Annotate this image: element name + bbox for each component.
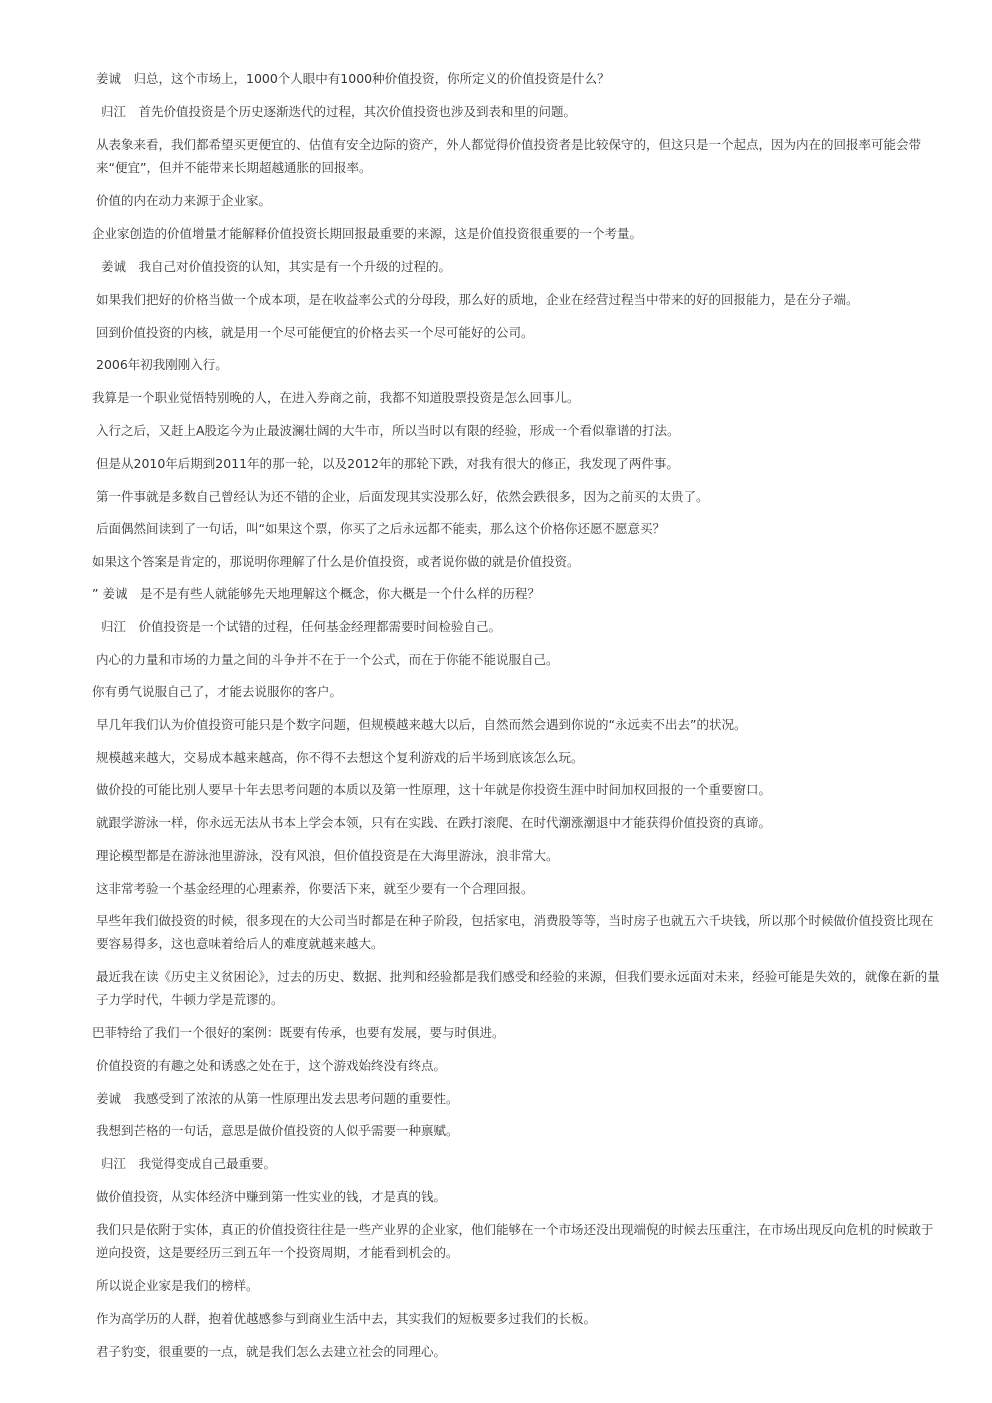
paragraph: 姜诚 我自己对价值投资的认知，其实是有一个升级的过程的。 [101, 259, 452, 274]
paragraph: 君子豹变，很重要的一点，就是我们怎么去建立社会的同理心。 [96, 1344, 447, 1359]
paragraph: 你有勇气说服自己了，才能去说服你的客户。 [92, 684, 343, 699]
paragraph: 我们只是依附于实体，真正的价值投资往往是一些产业界的企业家，他们能够在一个市场还没出现端倪的时候去压重注，在市场出现反向危机的时候敢于逆向投资，这是要经历三到五年一个投资周期，才能看到机会的。 [96, 1222, 934, 1260]
paragraph: 姜诚 我感受到了浓浓的从第一性原理出发去思考问题的重要性。 [96, 1091, 459, 1106]
paragraph: 所以说企业家是我们的榜样。 [96, 1278, 259, 1293]
paragraph: 我算是一个职业觉悟特别晚的人，在进入券商之前，我都不知道股票投资是怎么回事儿。 [92, 390, 580, 405]
paragraph: 归江 价值投资是一个试错的过程，任何基金经理都需要时间检验自己。 [101, 619, 502, 634]
paragraph: 归江 我觉得变成自己最重要。 [101, 1156, 277, 1171]
paragraph: 早些年我们做投资的时候，很多现在的大公司当时都是在种子阶段，包括家电，消费股等等，当时房子也就五六千块钱，所以那个时候做价值投资比现在要容易得多，这也意味着给后人的难度就越来越大。 [96, 913, 934, 951]
paragraph: 作为高学历的人群，抱着优越感参与到商业生活中去，其实我们的短板要多过我们的长板。 [96, 1311, 597, 1326]
paragraph: 规模越来越大，交易成本越来越高，你不得不去想这个复利游戏的后半场到底该怎么玩。 [96, 750, 584, 765]
paragraph: 就跟学游泳一样，你永远无法从书本上学会本领，只有在实践、在跌打滚爬、在时代潮涨潮退中才能获得价值投资的真谛。 [96, 815, 772, 830]
paragraph: 后面偶然间读到了一句话，叫“如果这个票，你买了之后永远都不能卖，那么这个价格你还愿不愿意买？ [96, 521, 665, 536]
paragraph: 姜诚 归总，这个市场上，1000个人眼中有1000种价值投资，你所定义的价值投资是什么？ [96, 71, 610, 86]
paragraph: 回到价值投资的内核，就是用一个尽可能便宜的价格去买一个尽可能好的公司。 [96, 325, 534, 340]
paragraph: 如果我们把好的价格当做一个成本项，是在收益率公式的分母段，那么好的质地，企业在经营过程当中带来的好的回报能力，是在分子端。 [96, 292, 859, 307]
paragraph: 价值的内在动力来源于企业家。 [96, 193, 272, 208]
paragraph: 但是从2010年后期到2011年的那一轮，以及2012年的那轮下跌，对我有很大的修正，我发现了两件事。 [96, 456, 679, 471]
paragraph: 入行之后，又赶上A股迄今为止最波澜壮阔的大牛市，所以当时以有限的经验，形成一个看似靠谱的打法。 [96, 423, 680, 438]
paragraph: 巴菲特给了我们一个很好的案例：既要有传承，也要有发展，要与时俱进。 [92, 1025, 505, 1040]
paragraph: ” 姜诚 是不是有些人就能够先天地理解这个概念，你大概是一个什么样的历程？ [92, 586, 540, 601]
paragraph: 如果这个答案是肯定的，那说明你理解了什么是价值投资，或者说你做的就是价值投资。 [92, 554, 580, 569]
paragraph: 从表象来看，我们都希望买更便宜的、估值有安全边际的资产，外人都觉得价值投资者是比较保守的，但这只是一个起点，因为内在的回报率可能会带来“便宜”，但并不能带来长期超越通胀的回报率。 [96, 137, 922, 175]
paragraph: 我想到芒格的一句话，意思是做价值投资的人似乎需要一种禀赋。 [96, 1123, 459, 1138]
paragraph: 这非常考验一个基金经理的心理素养，你要活下来，就至少要有一个合理回报。 [96, 881, 534, 896]
paragraph: 企业家创造的价值增量才能解释价值投资长期回报最重要的来源，这是价值投资很重要的一个考量。 [92, 226, 643, 241]
paragraph: 第一件事就是多数自己曾经认为还不错的企业，后面发现其实没那么好，依然会跌很多，因为之前买的太贵了。 [96, 489, 709, 504]
paragraph: 理论模型都是在游泳池里游泳，没有风浪，但价值投资是在大海里游泳，浪非常大。 [96, 848, 559, 863]
paragraph: 价值投资的有趣之处和诱惑之处在于，这个游戏始终没有终点。 [96, 1058, 447, 1073]
paragraph: 内心的力量和市场的力量之间的斗争并不在于一个公式，而在于你能不能说服自己。 [96, 652, 559, 667]
paragraph: 做价投的可能比别人要早十年去思考问题的本质以及第一性原理，这十年就是你投资生涯中时间加权回报的一个重要窗口。 [96, 782, 772, 797]
paragraph: 2006年初我刚刚入行。 [96, 357, 228, 372]
paragraph: 做价值投资，从实体经济中赚到第一性实业的钱，才是真的钱。 [96, 1189, 447, 1204]
paragraph: 归江 首先价值投资是个历史逐渐迭代的过程，其次价值投资也涉及到表和里的问题。 [101, 104, 577, 119]
paragraph: 最近我在读《历史主义贫困论》，过去的历史、数据、批判和经验都是我们感受和经验的来源，但我们要永远面对未来，经验可能是失效的，就像在新的量子力学时代，牛顿力学是荒谬的。 [96, 969, 940, 1007]
paragraph: 早几年我们认为价值投资可能只是个数字问题，但规模越来越大以后，自然而然会遇到你说的“永远卖不出去”的状况。 [96, 717, 747, 732]
